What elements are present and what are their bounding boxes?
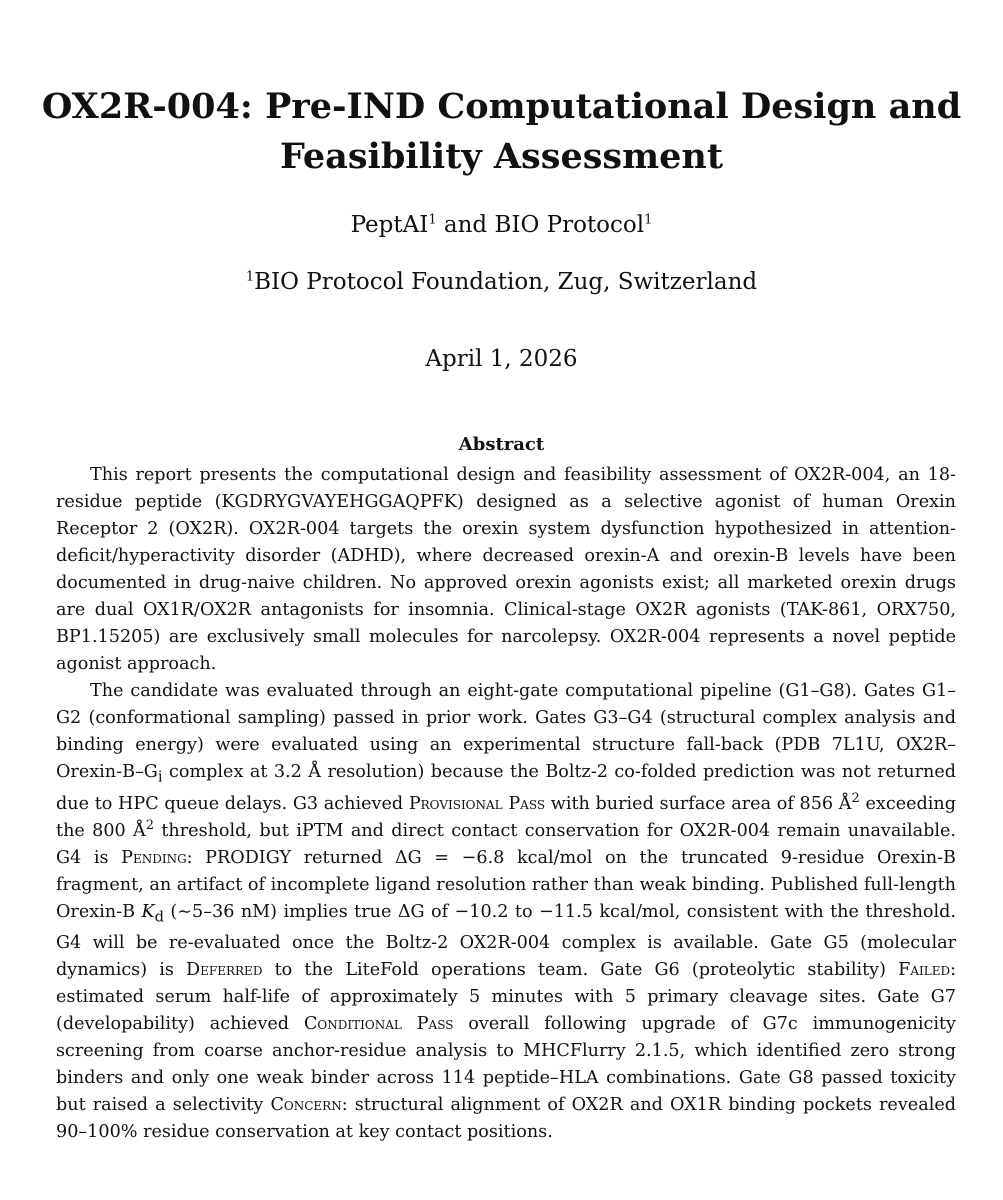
p2-text-3: with buried surface area of 856 Å (545, 793, 852, 814)
author-bio-protocol: BIO Protocol (494, 212, 645, 238)
p2-text-4: exceeding the 800 Å (56, 793, 956, 841)
paper-date: April 1, 2026 (425, 346, 578, 372)
p2-text-11: : structural alignment of OX2R and OX1R binding pockets revealed 90–100% residue conservation at key contact positions. (56, 1095, 956, 1143)
status-provisional-pass: Provisional Pass (408, 793, 546, 814)
abstract-heading: Abstract (458, 434, 545, 455)
abstract-body (56, 462, 956, 1146)
p2-text-8: to the LiteFold operations team. Gate G6 (proteolytic stability) (262, 960, 899, 981)
p2-text-10: overall following upgrade of G7c immunogenicity screening from coarse anchor-residue analysis to MHCFlurry 2.1.5, which identified zero strong binders and only one weak binder across 114 peptide–HLA combinations. Gate G8 passed toxicity but raised a selectivity (56, 1014, 956, 1116)
abstract-paragraph-1: This report presents the computational design and feasibility assessment of OX2R-004, an 18-residue peptide (KGDRYGVAYEHGGAQPFK) designed as a selective agonist of human Orexin Receptor 2 (OX2R). OX2R-004 targets the orexin system dysfunction hypothesized in attention-deficit/hyperactivity disorder (ADHD), where decreased orexin-A and orexin-B levels have been documented in drug-naive children. No approved orexin agonists exist; all marketed orexin drugs are dual OX1R/OX2R antagonists for insomnia. Clinical-stage OX2R agonists (TAK-861, ORX750, BP1.15205) are exclusively small molecules for narcolepsy. OX2R-004 represents a novel peptide agonist approach. (56, 465, 956, 674)
p2-text-2: complex at 3.2 Å resolution) because the Boltz-2 co-folded prediction was not returned due to HPC queue delays. G3 achieved (56, 762, 956, 814)
p2-text-1: The candidate was evaluated through an eight-gate computational pipeline (G1–G8). Gates G1–G2 (conformational sampling) passed in prior work. Gates G3–G4 (structural complex analysis and binding energy) were evaluated using an experimental structure fall-back (PDB 7L1U, OX2R–Orexin-B–G (56, 681, 956, 782)
p2-text-9: : estimated serum half-life of approximately 5 minutes with 5 primary cleavage sites. Gate G7 (developability) achieved (56, 960, 957, 1035)
author-line (0, 210, 1003, 240)
abstract-paragraph-2 (56, 678, 956, 1146)
status-conditional-pass: Conditional Pass (303, 1014, 454, 1035)
affiliation-line (0, 267, 1003, 297)
affiliation-text: BIO Protocol Foundation, Zug, Switzerland (254, 269, 758, 295)
affiliation-mark: 1 (245, 269, 255, 285)
kd-symbol: K (141, 901, 155, 922)
p2-text-5: threshold, but iPTM and direct contact conservation for OX2R-004 remain unavailable. G4 is (56, 820, 957, 868)
p2-superscript-2b: 2 (145, 817, 155, 833)
p2-text-7: (∼5–36 nM) implies true ΔG of −10.2 to −11.5 kcal/mol, consistent with the threshold. G4 will be re-evaluated once the Boltz-2 OX2R-004 complex is available. Gate G5 (molecular dynamics) is (56, 901, 957, 981)
p2-text-6: : PRODIGY returned ΔG = −6.8 kcal/mol on the truncated 9-residue Orexin-B fragment, an artifact of incomplete ligand resolution rather than weak binding. Published full-length Orexin-B (56, 847, 956, 922)
paper-title: OX2R-004: Pre-IND Computational Design and Feasibility Assessment (41, 86, 962, 177)
kd-subscript: d (154, 908, 164, 926)
status-failed: Failed (898, 960, 951, 981)
status-deferred: Deferred (186, 960, 263, 981)
author-peptai: PeptAI (350, 212, 429, 238)
p2-subscript-i: i (157, 768, 163, 786)
author-joiner: and (436, 212, 495, 238)
author-bio-protocol-affil-mark: 1 (644, 212, 653, 228)
status-pending: Pending (121, 847, 187, 868)
status-concern: Concern (270, 1095, 342, 1116)
p2-superscript-2a: 2 (851, 790, 860, 806)
author-peptai-affil-mark: 1 (428, 212, 437, 228)
